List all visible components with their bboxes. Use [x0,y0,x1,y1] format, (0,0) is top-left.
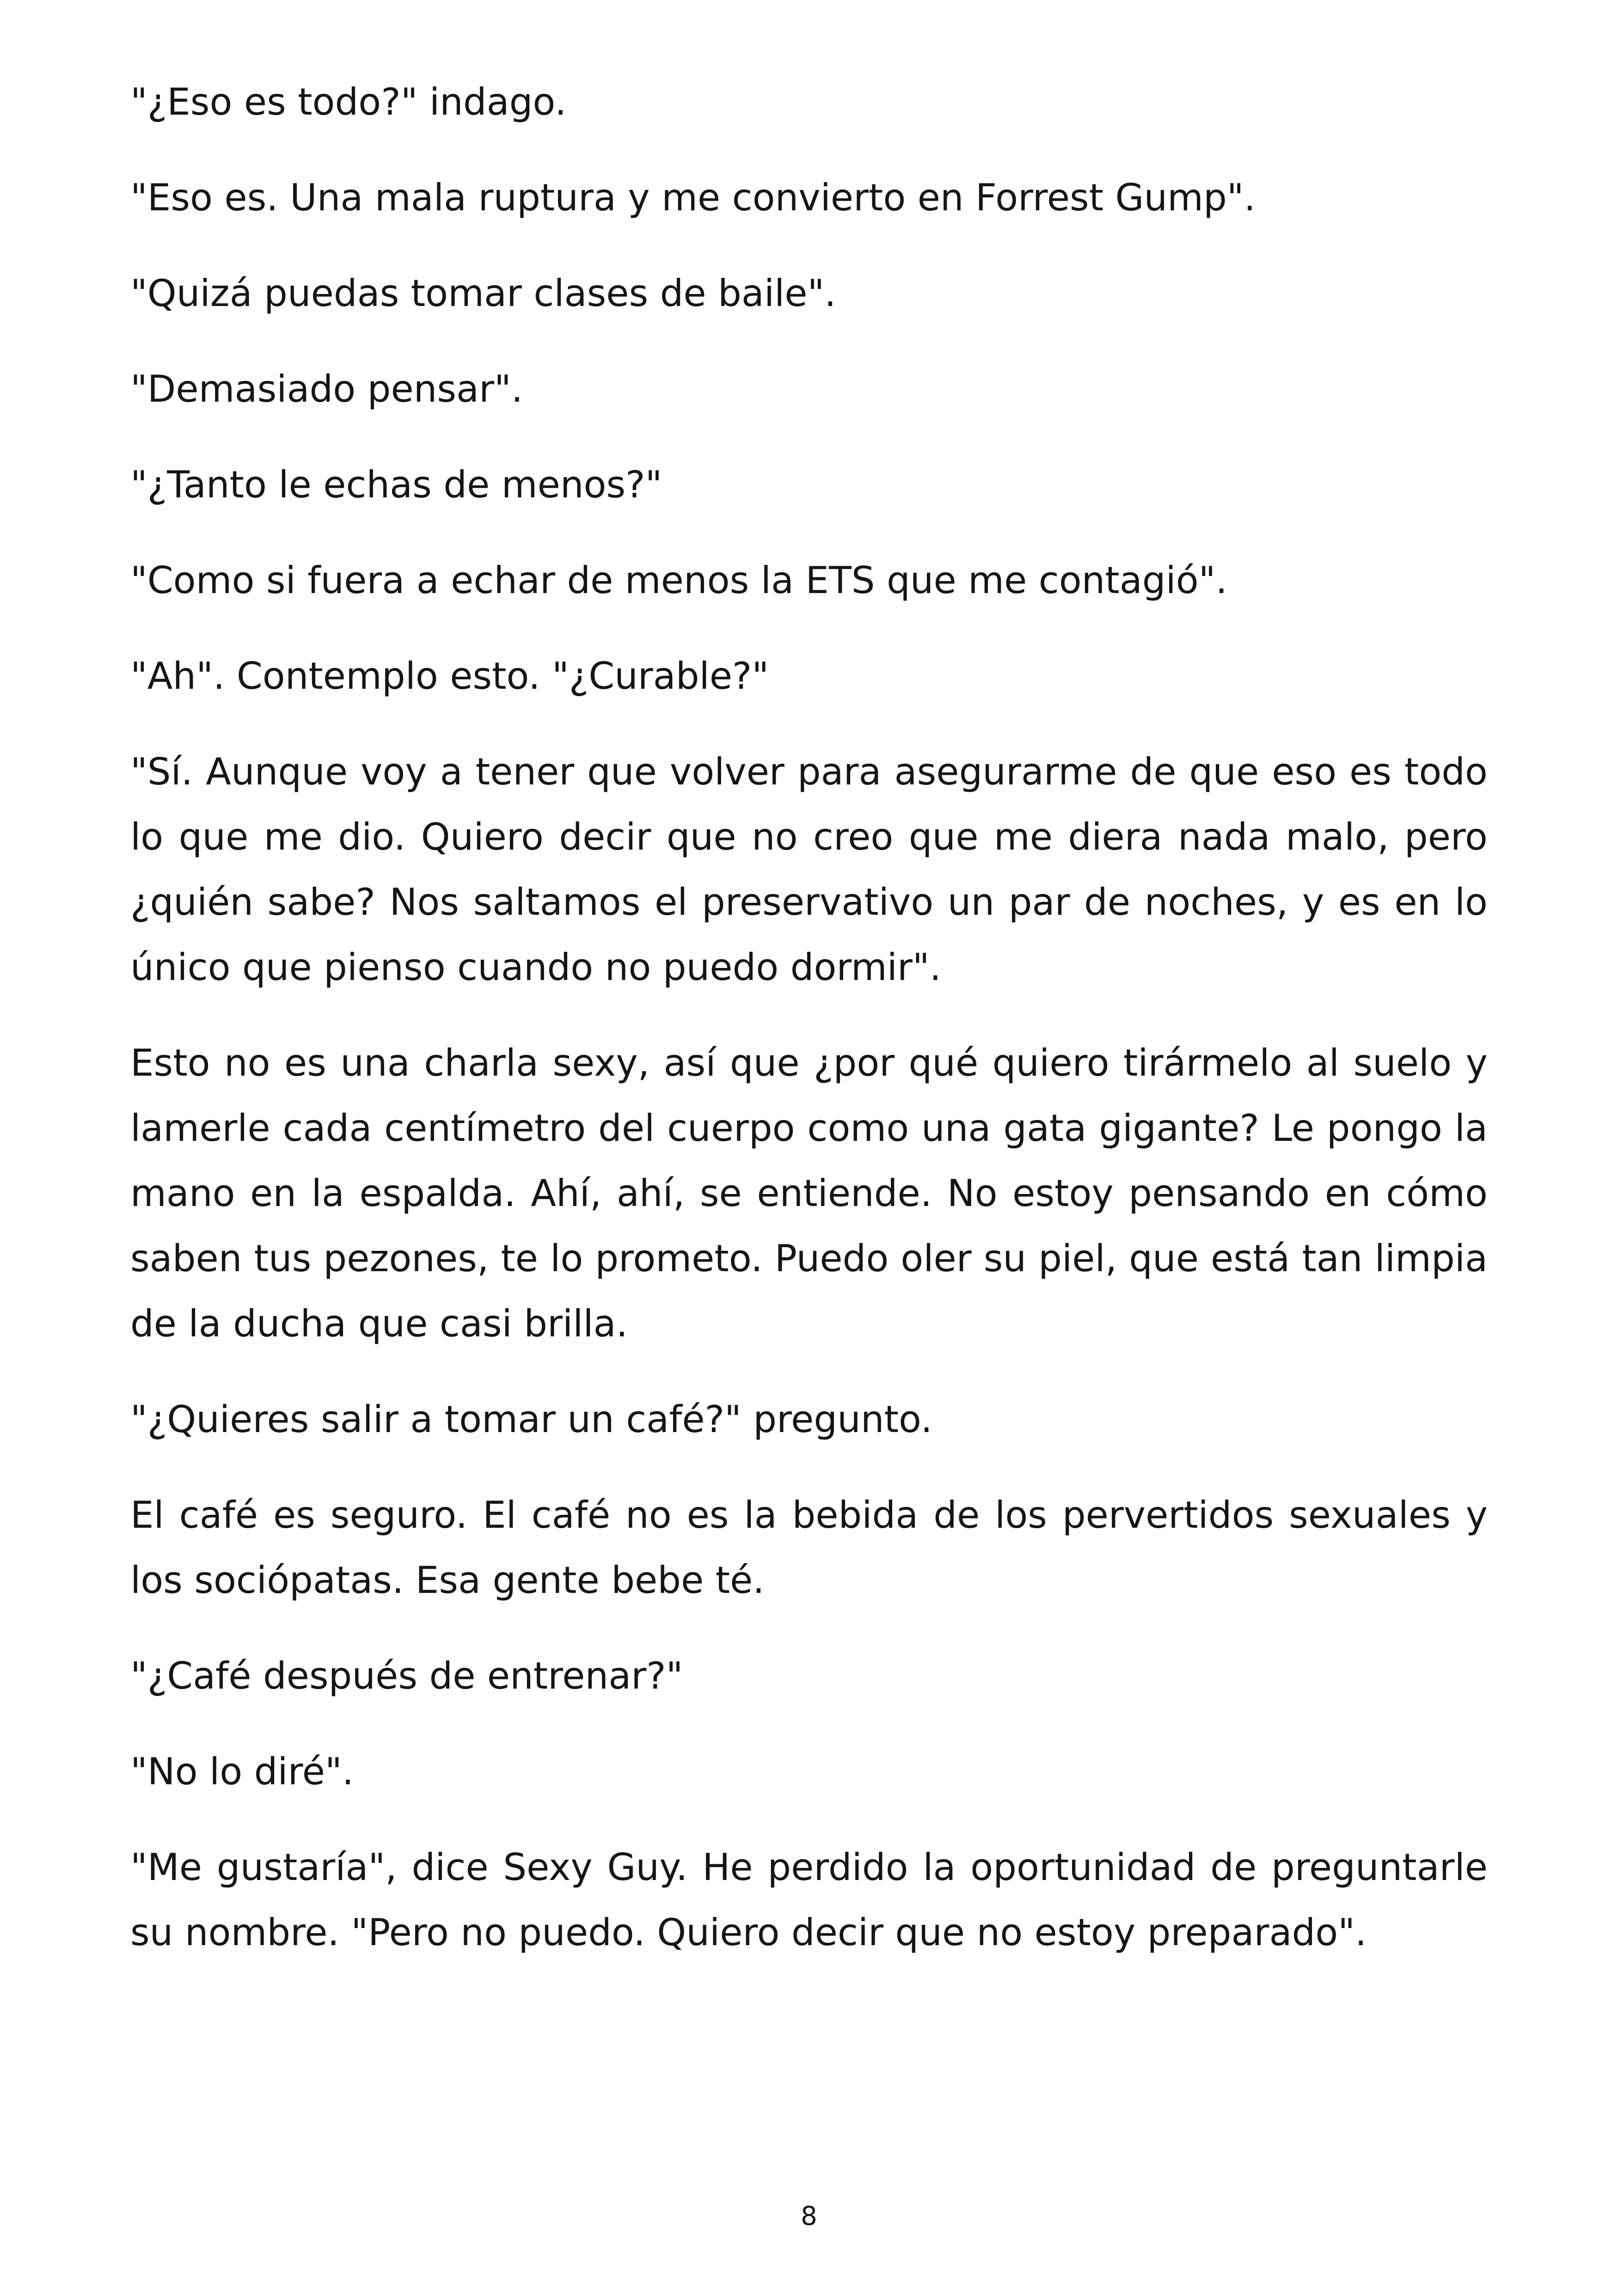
paragraph: "¿Quieres salir a tomar un café?" pregunto. [130,1398,932,1441]
paragraph: "Quizá puedas tomar clases de baile". [130,272,836,315]
paragraph: "¿Eso es todo?" indago. [130,80,567,123]
paragraph: "Demasiado pensar". [130,367,523,410]
paragraph: "Sí. Aunque voy a tener que volver para asegurarme de que eso es todo lo que me dio. Quiero decir que no creo que me diera nada malo, pero ¿quién sabe? Nos saltamos el preservativo un par de noches, y es en lo único que pienso cuando no puedo dormir". [130,750,1488,989]
page-number: 8 [801,2201,817,2231]
paragraph: "Me gustaría", dice Sexy Guy. He perdido la oportunidad de preguntarle su nombre. "Pero no puedo. Quiero decir que no estoy preparado". [130,1846,1488,1954]
paragraph: "¿Tanto le echas de menos?" [130,463,662,506]
paragraph: "Ah". Contemplo esto. "¿Curable?" [130,655,769,698]
paragraph: "¿Café después de entrenar?" [130,1654,683,1697]
paragraph: El café es seguro. El café no es la bebida de los pervertidos sexuales y los sociópatas. Esa gente bebe té. [130,1494,1488,1602]
paragraph: "Como si fuera a echar de menos la ETS que me contagió". [130,559,1227,602]
paragraph: "No lo diré". [130,1750,354,1793]
paragraph: "Eso es. Una mala ruptura y me convierto en Forrest Gump". [130,176,1256,219]
body-text [130,69,1488,1996]
paragraph: Esto no es una charla sexy, así que ¿por qué quiero tirármelo al suelo y lamerle cada centímetro del cuerpo como una gata gigante? Le pongo la mano en la espalda. Ahí, ahí, se entiende. No estoy pensando en cómo saben tus pezones, te lo prometo. Puedo oler su piel, que está tan limpia de la ducha que casi brilla. [130,1041,1488,1345]
